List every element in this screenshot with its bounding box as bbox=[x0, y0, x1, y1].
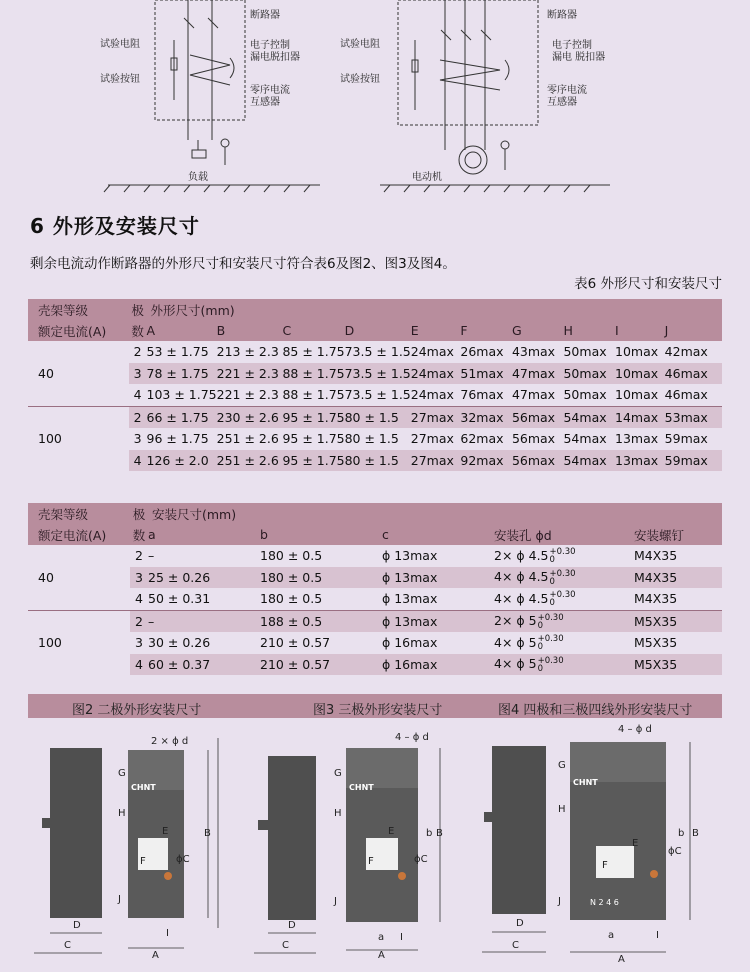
cell-a: 60 ± 0.37 bbox=[148, 654, 260, 676]
hole-value: 4× ϕ 5 bbox=[494, 634, 537, 650]
cell-pole: 2 bbox=[129, 341, 147, 363]
cell: 56max bbox=[512, 428, 564, 450]
cell-b: 210 ± 0.57 bbox=[260, 654, 382, 676]
dim-b: B bbox=[204, 828, 211, 839]
cell: 47max bbox=[512, 384, 564, 406]
dim-c: C bbox=[282, 940, 289, 951]
table-header-row bbox=[28, 320, 722, 341]
cell-screw: M5X35 bbox=[634, 654, 722, 676]
header-frame: 壳架等级 bbox=[28, 503, 130, 524]
header-col-hole: 安装孔 ϕd bbox=[494, 524, 634, 545]
table-row bbox=[28, 406, 722, 428]
cell: 50max bbox=[563, 341, 615, 363]
cell-b: 180 ± 0.5 bbox=[260, 567, 382, 589]
header-dims: 安装尺寸(mm) bbox=[148, 503, 722, 524]
header-col-j: J bbox=[665, 320, 722, 341]
fig4-caption: 图4 四极和三极四线外形安装尺寸 bbox=[498, 703, 693, 718]
cell-screw: M5X35 bbox=[634, 610, 722, 632]
fig2-svg bbox=[28, 728, 238, 972]
table-header-row bbox=[28, 503, 722, 524]
dim-g: G bbox=[334, 768, 342, 779]
table-row bbox=[28, 341, 722, 363]
cell-a: – bbox=[148, 545, 260, 567]
hole-value: 4× ϕ 4.5 bbox=[494, 569, 549, 584]
cell-hole bbox=[494, 610, 634, 632]
cell: 24max bbox=[411, 363, 461, 385]
cell: 50max bbox=[563, 384, 615, 406]
cell: 24max bbox=[411, 341, 461, 363]
fig3-hole-label: 4 – ϕ d bbox=[395, 732, 429, 743]
dim-i: I bbox=[656, 930, 659, 941]
cell-c: ϕ 13max bbox=[382, 610, 494, 632]
cell-pole: 2 bbox=[129, 406, 147, 428]
table-row bbox=[28, 567, 722, 589]
cell: 42max bbox=[665, 341, 722, 363]
cell: 54max bbox=[563, 406, 615, 428]
schematic-left bbox=[100, 0, 320, 200]
cell: 92max bbox=[460, 450, 512, 472]
cell: 80 ± 1.5 bbox=[345, 406, 411, 428]
cell: 251 ± 2.6 bbox=[217, 428, 283, 450]
cell: 126 ± 2.0 bbox=[147, 450, 217, 472]
cell: 251 ± 2.6 bbox=[217, 450, 283, 472]
table-row bbox=[28, 588, 722, 610]
group-current: 100 bbox=[28, 610, 130, 675]
cell: 213 ± 2.3 bbox=[217, 341, 283, 363]
cell: 10max bbox=[615, 363, 665, 385]
fig4-hole-label: 4 – ϕ d bbox=[618, 724, 652, 735]
cell-pole: 4 bbox=[130, 654, 148, 676]
table-row bbox=[28, 450, 722, 472]
label-breaker: 断路器 bbox=[547, 10, 577, 21]
hole-value: 4× ϕ 4.5 bbox=[494, 590, 549, 606]
cell-c: ϕ 13max bbox=[382, 588, 494, 610]
dim-small-a: a bbox=[608, 930, 615, 941]
cell: 43max bbox=[512, 341, 564, 363]
header-col-screw: 安装螺钉 bbox=[634, 524, 722, 545]
cell-a: 30 ± 0.26 bbox=[148, 632, 260, 654]
header-col-c: C bbox=[282, 320, 344, 341]
dim-a: A bbox=[152, 950, 159, 961]
schematic-right bbox=[340, 0, 620, 200]
cell: 10max bbox=[615, 384, 665, 406]
cell: 88 ± 1.75 bbox=[282, 384, 344, 406]
cell-b: 180 ± 0.5 bbox=[260, 588, 382, 610]
hole-value: 2× ϕ 4.5 bbox=[494, 547, 549, 563]
dim-d: D bbox=[516, 918, 524, 929]
cell: 73.5 ± 1.5 bbox=[345, 363, 411, 385]
dim-d: D bbox=[288, 920, 296, 931]
cell-b: 210 ± 0.57 bbox=[260, 632, 382, 654]
table-row bbox=[28, 384, 722, 406]
label-test-resistor: 试验电阻 bbox=[100, 39, 140, 50]
header-col-b: b bbox=[260, 524, 382, 545]
fig3-svg bbox=[250, 728, 470, 972]
header-pole: 极 bbox=[130, 503, 148, 524]
dim-h: H bbox=[118, 808, 126, 819]
dim-small-b: b bbox=[426, 828, 433, 839]
dim-b: B bbox=[436, 828, 443, 839]
cell-hole bbox=[494, 588, 634, 610]
cell: 54max bbox=[563, 450, 615, 472]
cell-c: ϕ 16max bbox=[382, 632, 494, 654]
dim-small-b: b bbox=[678, 828, 685, 839]
table-row bbox=[28, 545, 722, 567]
dim-h: H bbox=[558, 804, 566, 815]
cell: 76max bbox=[460, 384, 512, 406]
cell: 54max bbox=[563, 428, 615, 450]
cell-hole bbox=[494, 654, 634, 676]
dim-f: F bbox=[602, 860, 608, 871]
tol-upper: +0.30 bbox=[537, 612, 564, 623]
table-header-row bbox=[28, 524, 722, 545]
dim-d: D bbox=[73, 920, 81, 931]
intro-text: 剩余电流动作断路器的外形尺寸和安装尺寸符合表6及图2、图3及图4。 bbox=[30, 256, 456, 272]
cell-pole: 3 bbox=[129, 428, 147, 450]
header-col-i: I bbox=[615, 320, 665, 341]
header-col-h: H bbox=[563, 320, 615, 341]
group-current: 100 bbox=[28, 406, 129, 471]
cell: 14max bbox=[615, 406, 665, 428]
dim-j: J bbox=[118, 894, 121, 905]
label-electronic-release: 电子控制 漏电脱扣器 bbox=[250, 40, 300, 63]
cell: 32max bbox=[460, 406, 512, 428]
cell: 221 ± 2.3 bbox=[217, 384, 283, 406]
dim-e: E bbox=[632, 838, 639, 849]
tol-lower: 0 bbox=[537, 663, 543, 674]
brand-logo: CHNT bbox=[349, 783, 374, 792]
cell-screw: M4X35 bbox=[634, 567, 722, 589]
fig3-drawing bbox=[250, 728, 470, 972]
cell-pole: 2 bbox=[130, 610, 148, 632]
cell-screw: M4X35 bbox=[634, 545, 722, 567]
label-electronic-release: 电子控制 漏电 脱扣器 bbox=[552, 40, 606, 63]
cell: 27max bbox=[411, 450, 461, 472]
dim-i: I bbox=[166, 928, 169, 939]
table-row bbox=[28, 632, 722, 654]
cell-a: 25 ± 0.26 bbox=[148, 567, 260, 589]
dim-h: H bbox=[334, 808, 342, 819]
dim-phi-c: ϕC bbox=[176, 854, 190, 865]
section-title: 6 外形及安装尺寸 bbox=[30, 214, 200, 238]
cell: 56max bbox=[512, 450, 564, 472]
cell: 13max bbox=[615, 450, 665, 472]
cell-hole bbox=[494, 545, 634, 567]
cell: 27max bbox=[411, 428, 461, 450]
cell: 46max bbox=[665, 384, 722, 406]
cell-pole: 4 bbox=[130, 588, 148, 610]
cell: 95 ± 1.75 bbox=[282, 450, 344, 472]
table-row bbox=[28, 654, 722, 676]
brand-logo: CHNT bbox=[131, 783, 156, 792]
tol-upper: +0.30 bbox=[537, 634, 564, 644]
cell: 80 ± 1.5 bbox=[345, 450, 411, 472]
cell: 59max bbox=[665, 450, 722, 472]
cell: 59max bbox=[665, 428, 722, 450]
mounting-dimensions-table bbox=[28, 503, 722, 675]
tol-upper: +0.30 bbox=[549, 568, 576, 579]
tol-lower: 0 bbox=[549, 598, 555, 608]
dim-g: G bbox=[558, 760, 566, 771]
dim-j: J bbox=[558, 896, 561, 907]
terminal-labels: N 2 4 6 bbox=[590, 898, 619, 907]
dim-a: A bbox=[618, 954, 625, 965]
header-col-b: B bbox=[217, 320, 283, 341]
cell: 50max bbox=[563, 363, 615, 385]
dim-j: J bbox=[334, 896, 337, 907]
cell: 80 ± 1.5 bbox=[345, 428, 411, 450]
dim-e: E bbox=[388, 826, 395, 837]
cell-c: ϕ 16max bbox=[382, 654, 494, 676]
dim-a: A bbox=[378, 950, 385, 961]
header-col-a: a bbox=[148, 524, 260, 545]
cell-a: – bbox=[148, 610, 260, 632]
label-test-resistor: 试验电阻 bbox=[340, 39, 380, 50]
cell: 10max bbox=[615, 341, 665, 363]
table-caption: 表6 外形尺寸和安装尺寸 bbox=[574, 276, 722, 292]
cell-pole: 3 bbox=[129, 363, 147, 385]
cell: 66 ± 1.75 bbox=[147, 406, 217, 428]
tol-lower: 0 bbox=[537, 620, 543, 631]
dim-phi-c: ϕC bbox=[414, 854, 428, 865]
cell-a: 50 ± 0.31 bbox=[148, 588, 260, 610]
tol-lower: 0 bbox=[537, 642, 543, 652]
dim-g: G bbox=[118, 768, 126, 779]
cell-screw: M5X35 bbox=[634, 632, 722, 654]
cell: 26max bbox=[460, 341, 512, 363]
cell-pole: 4 bbox=[129, 384, 147, 406]
outline-dimensions-table bbox=[28, 299, 722, 471]
label-zero-ct: 零序电流 互感器 bbox=[250, 85, 290, 108]
cell: 96 ± 1.75 bbox=[147, 428, 217, 450]
dim-b: B bbox=[692, 828, 699, 839]
cell-pole: 3 bbox=[130, 632, 148, 654]
fig4-drawing bbox=[478, 720, 722, 972]
dim-c: C bbox=[512, 940, 519, 951]
table-row bbox=[28, 610, 722, 632]
cell: 95 ± 1.75 bbox=[282, 406, 344, 428]
tol-lower: 0 bbox=[549, 576, 555, 587]
dim-small-a: a bbox=[378, 932, 385, 943]
label-zero-ct: 零序电流 互感器 bbox=[547, 85, 587, 108]
header-col-c: c bbox=[382, 524, 494, 545]
cell: 230 ± 2.6 bbox=[217, 406, 283, 428]
cell: 73.5 ± 1.5 bbox=[345, 384, 411, 406]
label-load: 负载 bbox=[188, 172, 208, 183]
cell: 78 ± 1.75 bbox=[147, 363, 217, 385]
group-current: 40 bbox=[28, 341, 129, 406]
dim-f: F bbox=[140, 856, 146, 867]
cell: 73.5 ± 1.5 bbox=[345, 341, 411, 363]
cell-hole bbox=[494, 632, 634, 654]
cell: 47max bbox=[512, 363, 564, 385]
cell-b: 188 ± 0.5 bbox=[260, 610, 382, 632]
header-num: 数 bbox=[129, 320, 147, 341]
cell-hole bbox=[494, 567, 634, 589]
label-test-button: 试验按钮 bbox=[340, 74, 380, 85]
cell-c: ϕ 13max bbox=[382, 567, 494, 589]
label-motor: 电动机 bbox=[412, 172, 442, 183]
fig4-svg bbox=[478, 720, 722, 972]
cell-b: 180 ± 0.5 bbox=[260, 545, 382, 567]
cell: 51max bbox=[460, 363, 512, 385]
cell-screw: M4X35 bbox=[634, 588, 722, 610]
fig2-drawing bbox=[28, 728, 238, 972]
fig2-hole-label: 2 × ϕ d bbox=[151, 736, 189, 747]
header-col-g: G bbox=[512, 320, 564, 341]
header-rated: 额定电流(A) bbox=[28, 524, 130, 545]
header-frame: 壳架等级 bbox=[28, 299, 129, 320]
table-header-row bbox=[28, 299, 722, 320]
fig2-caption: 图2 二极外形安装尺寸 bbox=[72, 703, 202, 718]
header-dims: 外形尺寸(mm) bbox=[147, 299, 722, 320]
dim-e: E bbox=[162, 826, 169, 837]
cell: 62max bbox=[460, 428, 512, 450]
cell: 103 ± 1.75 bbox=[147, 384, 217, 406]
cell: 95 ± 1.75 bbox=[282, 428, 344, 450]
cell: 221 ± 2.3 bbox=[217, 363, 283, 385]
hole-value: 4× ϕ 5 bbox=[494, 656, 537, 671]
header-col-f: F bbox=[460, 320, 512, 341]
tol-upper: +0.30 bbox=[549, 547, 576, 557]
cell: 13max bbox=[615, 428, 665, 450]
cell-pole: 4 bbox=[129, 450, 147, 472]
header-col-a: A bbox=[147, 320, 217, 341]
header-pole: 极 bbox=[129, 299, 147, 320]
hole-value: 2× ϕ 5 bbox=[494, 613, 537, 628]
cell: 53max bbox=[665, 406, 722, 428]
label-breaker: 断路器 bbox=[250, 10, 280, 21]
group-current: 40 bbox=[28, 545, 130, 610]
dim-i: I bbox=[400, 932, 403, 943]
dim-f: F bbox=[368, 856, 374, 867]
dim-c: C bbox=[64, 940, 71, 951]
table-row bbox=[28, 363, 722, 385]
header-col-e: E bbox=[411, 320, 461, 341]
cell-pole: 2 bbox=[130, 545, 148, 567]
brand-logo: CHNT bbox=[573, 778, 598, 787]
cell: 85 ± 1.75 bbox=[282, 341, 344, 363]
cell: 56max bbox=[512, 406, 564, 428]
cell: 88 ± 1.75 bbox=[282, 363, 344, 385]
header-num: 数 bbox=[130, 524, 148, 545]
fig3-caption: 图3 三极外形安装尺寸 bbox=[313, 703, 443, 718]
cell-c: ϕ 13max bbox=[382, 545, 494, 567]
tol-lower: 0 bbox=[549, 555, 555, 565]
tol-upper: +0.30 bbox=[549, 590, 576, 600]
cell: 27max bbox=[411, 406, 461, 428]
cell: 24max bbox=[411, 384, 461, 406]
label-test-button: 试验按钮 bbox=[100, 74, 140, 85]
cell-pole: 3 bbox=[130, 567, 148, 589]
header-col-d: D bbox=[345, 320, 411, 341]
header-rated: 额定电流(A) bbox=[28, 320, 129, 341]
cell: 46max bbox=[665, 363, 722, 385]
tol-upper: +0.30 bbox=[537, 655, 564, 666]
cell: 53 ± 1.75 bbox=[147, 341, 217, 363]
dim-phi-c: ϕC bbox=[668, 846, 682, 857]
table-row bbox=[28, 428, 722, 450]
